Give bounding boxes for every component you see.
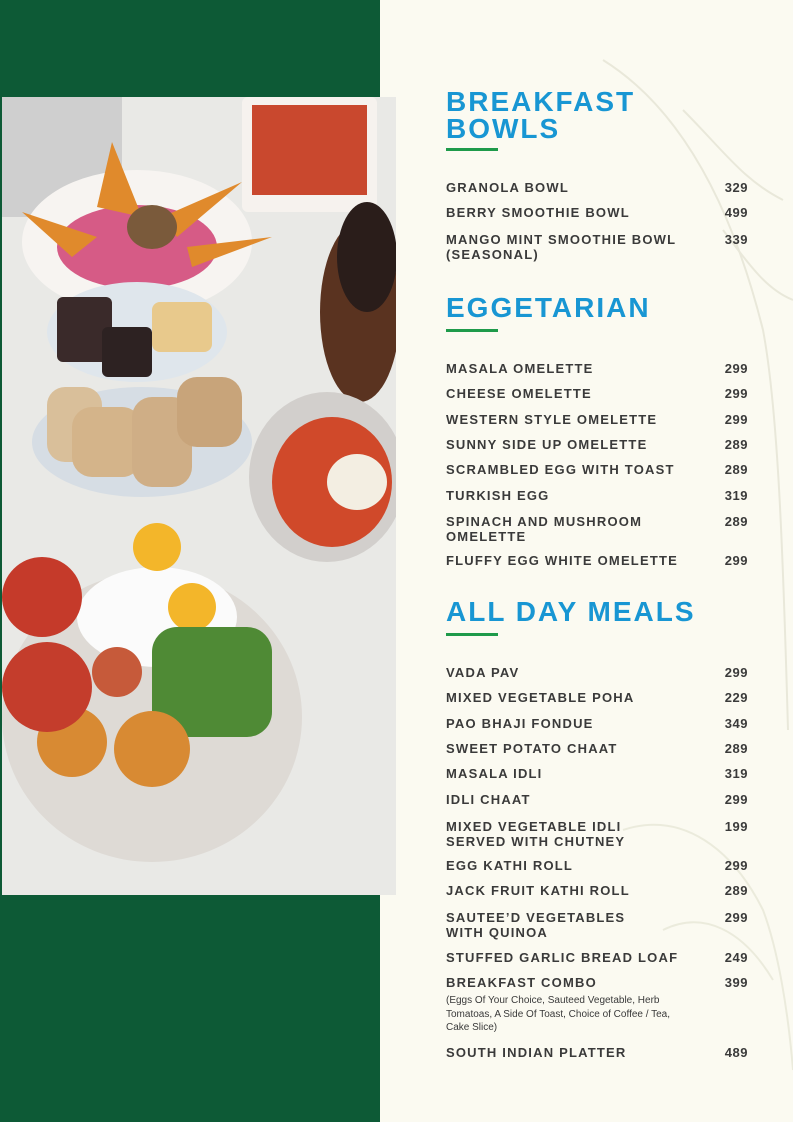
item-price: 299 xyxy=(724,553,748,568)
item-name: MANGO MINT SMOOTHIE BOWL (SEASONAL) xyxy=(446,232,677,262)
item-name: WESTERN STYLE OMELETTE xyxy=(446,412,658,427)
item-name: STUFFED GARLIC BREAD LOAF xyxy=(446,950,679,965)
menu-item xyxy=(446,910,748,940)
item-name: MASALA IDLI xyxy=(446,766,543,781)
menu-item xyxy=(446,437,748,452)
item-price: 299 xyxy=(724,792,748,807)
menu-item xyxy=(446,665,748,680)
item-price: 289 xyxy=(724,514,748,529)
item-price: 339 xyxy=(724,232,748,247)
item-price: 299 xyxy=(724,386,748,401)
menu-item xyxy=(446,690,748,705)
section-title-all-day-meals: ALL DAY MEALS xyxy=(446,596,696,627)
item-price: 299 xyxy=(724,910,748,925)
item-name: IDLI CHAAT xyxy=(446,792,531,807)
item-name: SUNNY SIDE UP OMELETTE xyxy=(446,437,648,452)
item-price: 319 xyxy=(724,488,748,503)
item-price: 299 xyxy=(724,412,748,427)
menu-item xyxy=(446,741,748,756)
menu-item xyxy=(446,883,748,898)
item-name: JACK FRUIT KATHI ROLL xyxy=(446,883,630,898)
item-name: SPINACH AND MUSHROOM OMELETTE xyxy=(446,514,643,544)
item-price: 399 xyxy=(724,975,748,990)
section-underline xyxy=(446,329,498,332)
item-name: PAO BHAJI FONDUE xyxy=(446,716,594,731)
section-title-breakfast-bowls: BREAKFAST BOWLS xyxy=(446,86,636,144)
food-photo xyxy=(2,97,396,895)
menu-item xyxy=(446,386,748,401)
menu-item xyxy=(446,766,748,781)
menu-item xyxy=(446,462,748,477)
item-description: (Eggs Of Your Choice, Sauteed Vegetable, Herb Tomatoas, A Side Of Toast, Choice of Coffee / Tea, Cake Slice) xyxy=(446,995,671,1033)
menu-item xyxy=(446,361,748,376)
menu-item xyxy=(446,819,748,849)
item-name: VADA PAV xyxy=(446,665,520,680)
item-name: BERRY SMOOTHIE BOWL xyxy=(446,205,630,220)
item-price: 289 xyxy=(724,883,748,898)
item-name: MIXED VEGETABLE POHA xyxy=(446,690,635,705)
item-price: 289 xyxy=(724,741,748,756)
item-name: EGG KATHI ROLL xyxy=(446,858,574,873)
item-name: MIXED VEGETABLE IDLI SERVED WITH CHUTNEY xyxy=(446,819,626,849)
menu-item xyxy=(446,858,748,873)
menu-item xyxy=(446,488,748,503)
item-name: TURKISH EGG xyxy=(446,488,550,503)
menu-item xyxy=(446,792,748,807)
item-name: FLUFFY EGG WHITE OMELETTE xyxy=(446,553,678,568)
menu-item xyxy=(446,514,748,544)
item-name: GRANOLA BOWL xyxy=(446,180,569,195)
menu-item xyxy=(446,716,748,731)
section-underline xyxy=(446,148,498,151)
item-name: SOUTH INDIAN PLATTER xyxy=(446,1045,627,1060)
item-price: 349 xyxy=(724,716,748,731)
section-underline xyxy=(446,633,498,636)
item-price: 299 xyxy=(724,858,748,873)
item-price: 289 xyxy=(724,437,748,452)
item-price: 249 xyxy=(724,950,748,965)
item-price: 299 xyxy=(724,361,748,376)
item-price: 229 xyxy=(724,690,748,705)
item-price: 299 xyxy=(724,665,748,680)
menu-item xyxy=(446,180,748,195)
item-price: 489 xyxy=(724,1045,748,1060)
menu-item xyxy=(446,975,748,1035)
menu-item xyxy=(446,232,748,262)
menu-item xyxy=(446,1045,748,1060)
section-title-eggetarian: EGGETARIAN xyxy=(446,292,651,323)
item-price: 499 xyxy=(724,205,748,220)
menu-item xyxy=(446,553,748,568)
item-price: 329 xyxy=(724,180,748,195)
item-name: SWEET POTATO CHAAT xyxy=(446,741,618,756)
item-price: 289 xyxy=(724,462,748,477)
item-price: 199 xyxy=(724,819,748,834)
item-name: CHEESE OMELETTE xyxy=(446,386,592,401)
menu-item xyxy=(446,205,748,220)
item-name: SCRAMBLED EGG WITH TOAST xyxy=(446,462,675,477)
menu-item xyxy=(446,412,748,427)
item-price: 319 xyxy=(724,766,748,781)
item-name: BREAKFAST COMBO xyxy=(446,975,597,990)
menu-item xyxy=(446,950,748,965)
item-name: MASALA OMELETTE xyxy=(446,361,594,376)
item-name: SAUTEE’D VEGETABLES WITH QUINOA xyxy=(446,910,626,940)
